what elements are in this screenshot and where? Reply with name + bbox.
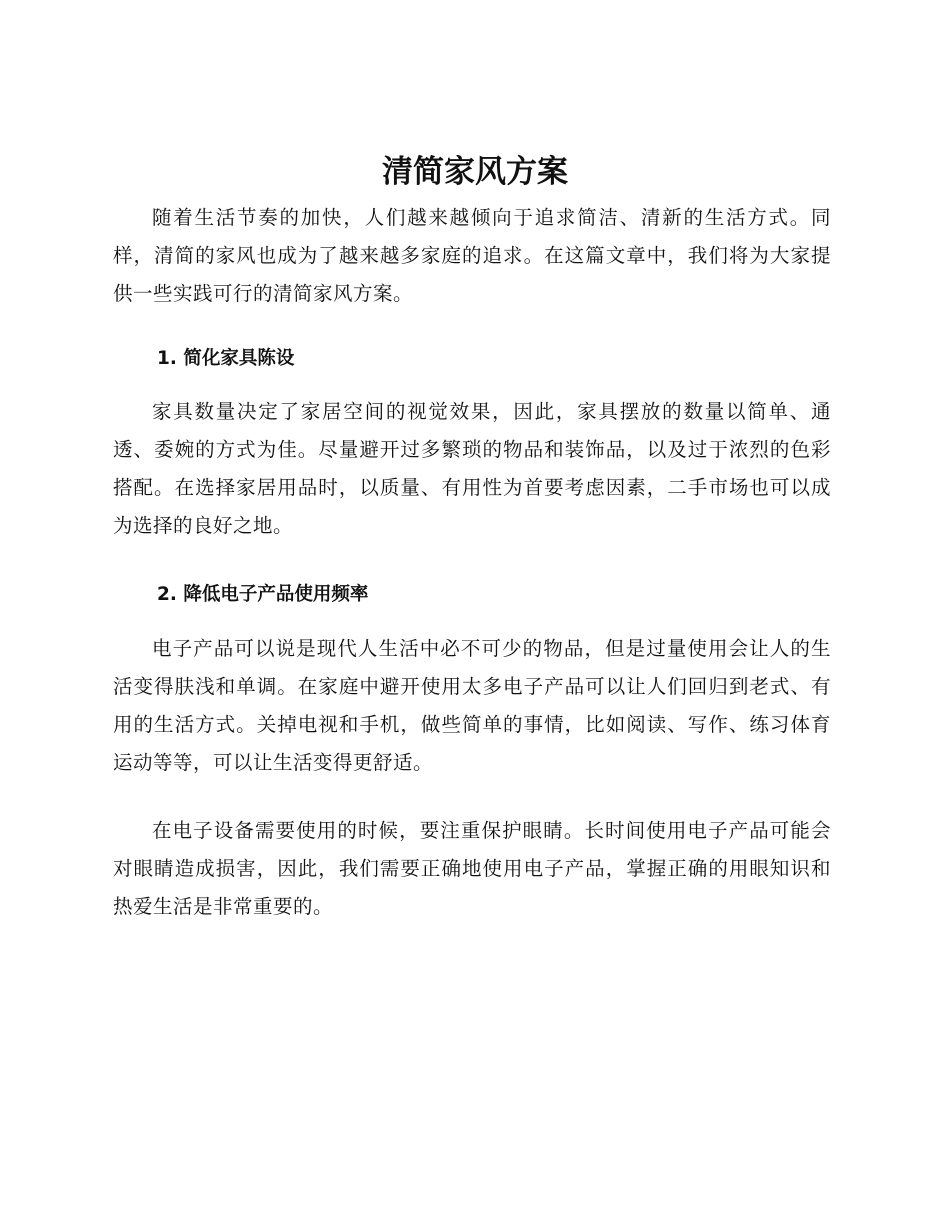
- section-heading-1: 1. 简化家具陈设: [157, 348, 295, 369]
- section-1-paragraph: 家具数量决定了家居空间的视觉效果，因此，家具摆放的数量以简单、通透、委婉的方式为佳。尽量避开过多繁琐的物品和装饰品，以及过于浓烈的色彩搭配。在选择家居用品时，以质量、有用性为首要考虑因素，二手市场也可以成为选择的良好之地。: [113, 400, 831, 537]
- section-2-paragraph-1: 电子产品可以说是现代人生活中必不可少的物品，但是过量使用会让人的生活变得肤浅和单调。在家庭中避开使用太多电子产品可以让人们回归到老式、有用的生活方式。关掉电视和手机，做些简单的事情，比如阅读、写作、练习体育运动等等，可以让生活变得更舒适。: [113, 637, 831, 774]
- section-2-paragraph-2: 在电子设备需要使用的时候，要注重保护眼睛。长时间使用电子产品可能会对眼睛造成损害，因此，我们需要正确地使用电子产品，掌握正确的用眼知识和热爱生活是非常重要的。: [113, 819, 831, 918]
- page-title: 清简家风方案: [382, 154, 568, 190]
- section-heading-2: 2. 降低电子产品使用频率: [157, 584, 369, 605]
- intro-paragraph: 随着生活节奏的加快，人们越来越倾向于追求简洁、清新的生活方式。同样，清简的家风也成为了越来越多家庭的追求。在这篇文章中，我们将为大家提供一些实践可行的清简家风方案。: [113, 206, 831, 305]
